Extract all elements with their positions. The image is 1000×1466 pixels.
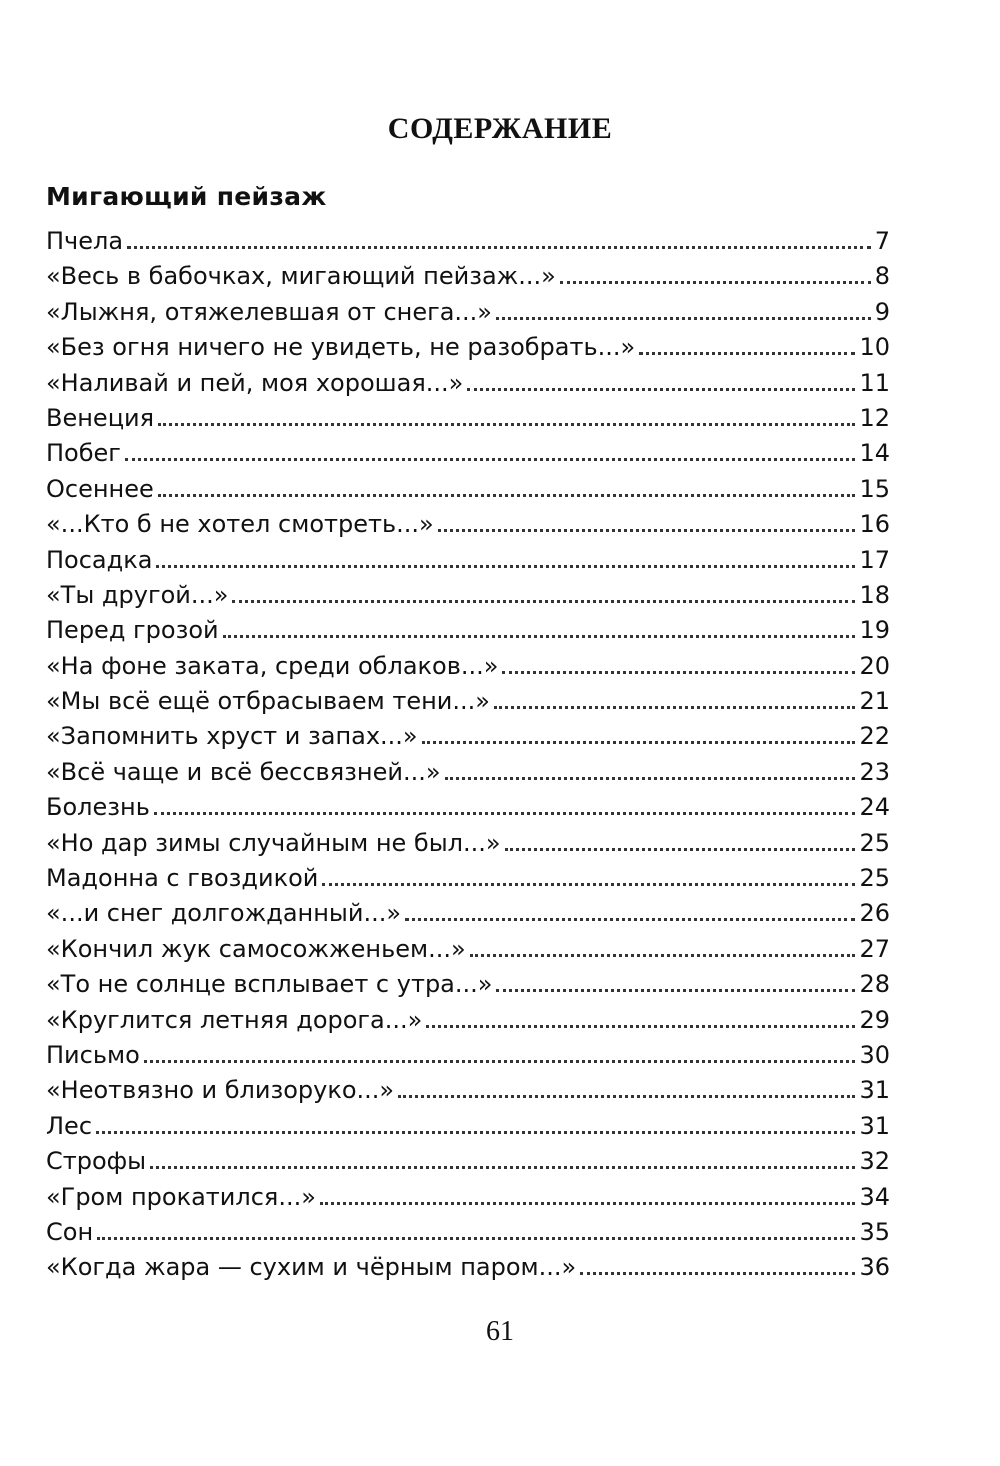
toc-entry-page: 14 — [859, 439, 890, 468]
toc-entry-page: 30 — [859, 1040, 890, 1069]
dot-leader — [154, 812, 856, 815]
page-title: СОДЕРЖАНИЕ — [387, 112, 613, 145]
dot-leader — [496, 317, 871, 320]
dot-leader — [127, 246, 871, 249]
toc-entry-page: 32 — [859, 1147, 890, 1176]
toc-entry-title: Болезнь — [46, 793, 150, 822]
table-of-contents — [46, 224, 890, 1286]
toc-entry — [46, 472, 890, 507]
toc-entry-title: «Запомнить хруст и запах...» — [46, 722, 418, 751]
toc-entry-title: «Круглится летняя дорога...» — [46, 1005, 423, 1034]
toc-entry — [46, 507, 890, 542]
toc-entry-page: 21 — [859, 687, 890, 716]
toc-entry-title: «Весь в бабочках, мигающий пейзаж...» — [46, 262, 556, 291]
dot-leader — [580, 1272, 855, 1275]
dot-leader — [405, 918, 855, 921]
toc-entry-title: «Когда жара — сухим и чёрным паром...» — [46, 1253, 577, 1282]
toc-entry-page: 31 — [859, 1111, 890, 1140]
dot-leader — [438, 529, 856, 532]
toc-entry — [46, 719, 890, 754]
dot-leader — [322, 883, 855, 886]
section-heading: Мигающий пейзаж — [46, 182, 327, 211]
toc-entry — [46, 684, 890, 719]
dot-leader — [445, 777, 856, 780]
toc-entry-title: «Гром прокатился...» — [46, 1182, 316, 1211]
toc-entry-page: 11 — [859, 368, 890, 397]
toc-entry-page: 29 — [859, 1005, 890, 1034]
toc-entry — [46, 1180, 890, 1215]
toc-entry — [46, 295, 890, 330]
toc-entry-title: «Лыжня, отяжелевшая от снега...» — [46, 297, 492, 326]
toc-entry-title: Мадонна с гвоздикой — [46, 864, 319, 893]
toc-entry-page: 17 — [859, 545, 890, 574]
toc-entry-title: «Но дар зимы случайным не был...» — [46, 828, 501, 857]
dot-leader — [144, 1060, 856, 1063]
toc-entry-page: 36 — [859, 1253, 890, 1282]
toc-entry — [46, 613, 890, 648]
toc-entry — [46, 826, 890, 861]
toc-entry — [46, 896, 890, 931]
toc-entry-title: Венеция — [46, 403, 155, 432]
toc-entry — [46, 1109, 890, 1144]
toc-entry — [46, 1250, 890, 1285]
toc-entry-title: «Кончил жук самосожженьем...» — [46, 934, 466, 963]
toc-entry — [46, 436, 890, 471]
toc-entry-title: «Неотвязно и близоруко...» — [46, 1076, 395, 1105]
toc-entry-page: 20 — [859, 651, 890, 680]
dot-leader — [496, 989, 855, 992]
toc-entry-page: 12 — [859, 403, 890, 432]
toc-entry — [46, 1073, 890, 1108]
dot-leader — [422, 741, 856, 744]
toc-entry-page: 22 — [859, 722, 890, 751]
dot-leader — [505, 848, 856, 851]
toc-entry-title: Посадка — [46, 545, 153, 574]
toc-entry-page: 7 — [874, 227, 890, 255]
dot-leader — [158, 494, 856, 497]
toc-entry — [46, 366, 890, 401]
toc-entry-page: 10 — [859, 333, 890, 362]
dot-leader — [470, 954, 856, 957]
toc-entry-title: Осеннее — [46, 474, 154, 503]
toc-entry — [46, 259, 890, 294]
toc-entry-page: 16 — [859, 510, 890, 539]
toc-entry-title: Сон — [46, 1217, 94, 1246]
toc-entry-page: 25 — [859, 828, 890, 857]
toc-entry-title: «Мы всё ещё отбрасываем тени...» — [46, 687, 490, 716]
toc-entry-title: «На фоне заката, среди облаков...» — [46, 651, 499, 680]
toc-entry-title: Побег — [46, 439, 121, 468]
dot-leader — [150, 1166, 855, 1169]
toc-entry-title: Письмо — [46, 1040, 140, 1069]
toc-entry-page: 26 — [859, 899, 890, 928]
toc-entry-page: 24 — [859, 793, 890, 822]
toc-entry — [46, 1038, 890, 1073]
toc-entry — [46, 401, 890, 436]
toc-entry — [46, 755, 890, 790]
toc-entry-title: «То не солнце всплывает с утра...» — [46, 970, 493, 999]
toc-entry — [46, 861, 890, 896]
dot-leader — [158, 423, 855, 426]
dot-leader — [494, 706, 855, 709]
dot-leader — [398, 1095, 855, 1098]
toc-entry-page: 35 — [859, 1217, 890, 1246]
toc-entry — [46, 1215, 890, 1250]
page-number: 61 — [486, 1316, 514, 1347]
toc-entry-title: Лес — [46, 1111, 93, 1140]
toc-entry — [46, 543, 890, 578]
dot-leader — [320, 1202, 856, 1205]
toc-entry-page: 34 — [859, 1182, 890, 1211]
toc-entry-page: 19 — [859, 616, 890, 645]
toc-entry-page: 28 — [859, 970, 890, 999]
toc-entry-title: Пчела — [46, 227, 124, 255]
dot-leader — [223, 635, 856, 638]
toc-entry — [46, 967, 890, 1002]
toc-entry-title: «...и снег долгожданный...» — [46, 899, 402, 928]
toc-entry-title: «Ты другой...» — [46, 580, 229, 609]
toc-entry-page: 25 — [859, 864, 890, 893]
toc-entry-page: 9 — [874, 297, 890, 326]
toc-entry-page: 18 — [859, 580, 890, 609]
toc-entry-title: «Наливай и пей, моя хорошая...» — [46, 368, 464, 397]
toc-entry-title: «Всё чаще и всё бессвязней...» — [46, 757, 441, 786]
toc-entry — [46, 932, 890, 967]
dot-leader — [125, 458, 856, 461]
dot-leader — [97, 1237, 855, 1240]
toc-entry-page: 15 — [859, 474, 890, 503]
toc-entry-page: 23 — [859, 757, 890, 786]
dot-leader — [96, 1131, 855, 1134]
toc-entry-title: «...Кто б не хотел смотреть...» — [46, 510, 434, 539]
toc-entry-page: 31 — [859, 1076, 890, 1105]
dot-leader — [639, 352, 855, 355]
toc-entry-title: Перед грозой — [46, 616, 219, 645]
toc-entry — [46, 330, 890, 365]
toc-entry-title: Строфы — [46, 1147, 147, 1176]
dot-leader — [560, 281, 871, 284]
dot-leader — [156, 565, 855, 568]
toc-entry-title: «Без огня ничего не увидеть, не разобрать...» — [46, 333, 636, 362]
toc-entry-page: 27 — [859, 934, 890, 963]
toc-entry — [46, 224, 890, 259]
toc-entry — [46, 1144, 890, 1179]
toc-entry — [46, 578, 890, 613]
toc-entry — [46, 790, 890, 825]
dot-leader — [232, 600, 855, 603]
dot-leader — [426, 1025, 855, 1028]
toc-entry-page: 8 — [874, 262, 890, 291]
dot-leader — [502, 671, 855, 674]
toc-entry — [46, 1003, 890, 1038]
toc-entry — [46, 649, 890, 684]
dot-leader — [467, 388, 855, 391]
